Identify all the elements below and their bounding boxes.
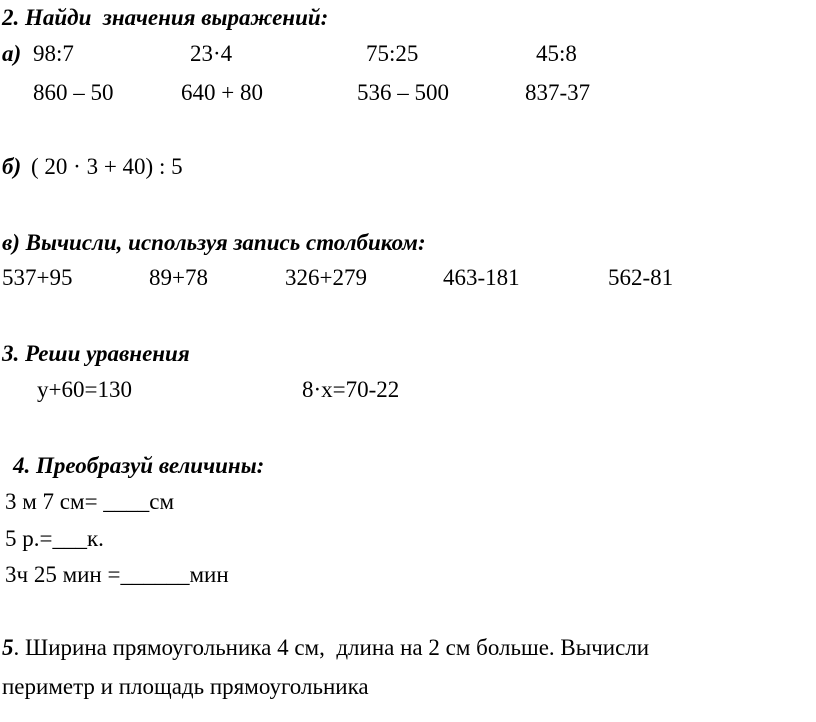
expression: 326+279 (285, 265, 367, 290)
task5-line2: периметр и площадь прямоугольника (2, 674, 369, 699)
conversion-item: 5 р.=___к. (5, 526, 104, 551)
expression: 562-81 (608, 265, 674, 290)
task4-heading: 4. Преобразуй величины: (13, 453, 265, 478)
task3-heading (2, 340, 190, 368)
expression: 640 + 80 (181, 80, 263, 105)
expression: 837-37 (525, 80, 591, 105)
task2-heading: 2. Найди значения выражений: (2, 5, 329, 30)
task5-number: 5 (2, 635, 14, 660)
task5-line1 (2, 634, 649, 662)
conversion-item: 3ч 25 мин =______мин (5, 562, 229, 587)
expression: 75:25 (366, 41, 419, 66)
expression: 98:7 (33, 41, 74, 66)
task3-heading-text: . Реши уравнения (13, 341, 190, 366)
expression: ( 20 · 3 + 40) : 5 (31, 154, 183, 179)
part-b-label: б) (2, 154, 22, 179)
expression: 536 – 500 (357, 80, 449, 105)
expression: 45:8 (536, 41, 577, 66)
expression: 89+78 (149, 265, 208, 290)
conversion-item: 3 м 7 см= ____см (5, 489, 175, 514)
expression: 463-181 (443, 265, 520, 290)
task3-number: 3 (2, 341, 14, 366)
expression: 23·4 (190, 41, 233, 66)
equation: у+60=130 (37, 377, 132, 402)
expression: 860 – 50 (33, 80, 114, 105)
equation: 8·х=70-22 (302, 377, 400, 402)
expression: 537+95 (2, 265, 73, 290)
part-a-label: а) (2, 41, 22, 66)
part-v-heading: в) Вычисли, используя запись столбиком: (2, 230, 426, 255)
task5-text-1: . Ширина прямоугольника 4 см, длина на 2 см больше. Вычисли (13, 635, 650, 660)
